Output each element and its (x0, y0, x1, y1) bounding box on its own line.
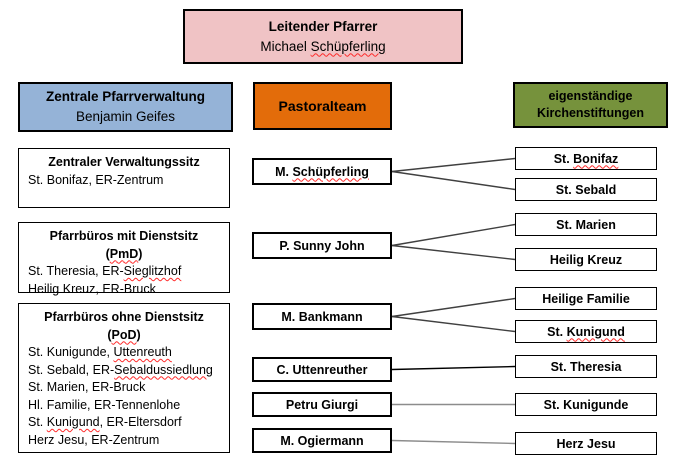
team-member-name: C. Uttenreuther (276, 362, 368, 377)
admin-name: Benjamin Geifes (75, 109, 176, 124)
team-member-box (252, 232, 392, 259)
foundation-box (515, 393, 657, 416)
team-member-name: Petru Giurgi (285, 397, 359, 412)
admin-section (18, 303, 230, 453)
section-line: St. Kunigund, ER-Eltersdorf (28, 415, 182, 429)
foundation-name: Herz Jesu (556, 436, 616, 451)
foundation-name: St. Theresia (550, 359, 622, 374)
foundation-name: St. Kunigunde (543, 397, 629, 412)
foundation-name: St. Bonifaz (553, 151, 619, 166)
section-line: St. Theresia, ER-Sieglitzhof (28, 264, 182, 278)
admin-title: Zentrale Pfarrverwaltung (45, 89, 206, 104)
team-member-box (252, 303, 392, 330)
foundation-name: Heilig Kreuz (549, 252, 623, 267)
team-member-box (252, 357, 392, 382)
section-line: Heilig Kreuz, ER-Bruck (28, 281, 156, 296)
connector-line (392, 172, 515, 190)
section-title-line: (PoD) (107, 327, 141, 342)
team-member-name: M. Schüpferling (275, 164, 369, 179)
connector-line (392, 225, 515, 246)
foundation-box (515, 213, 657, 236)
connector-line (392, 246, 515, 260)
admin-section (18, 148, 230, 208)
foundation-box (515, 147, 657, 170)
team-member-box (252, 428, 392, 453)
foundation-box (515, 355, 657, 378)
foundation-box (515, 320, 657, 343)
team-member-name: M. Bankmann (281, 309, 363, 324)
foundation-name: St. Kunigund (547, 324, 625, 339)
leader-name: Michael Schüpferling (260, 38, 386, 54)
leader-title: Leitender Pfarrer (268, 18, 378, 34)
foundation-name: Heilige Familie (542, 291, 630, 306)
connector-line (392, 367, 515, 370)
admin-section (18, 222, 230, 296)
foundation-name: St. Sebald (555, 182, 617, 197)
foundation-box (515, 287, 657, 310)
pastoral-team-header (253, 82, 392, 130)
section-line: Hl. Familie, ER-Tennenlohe (28, 397, 181, 412)
section-line: St. Sebald, ER-Sebaldussiedlung (28, 362, 213, 377)
admin-header-box (18, 82, 233, 132)
pastoral-team-label: Pastoralteam (278, 98, 367, 114)
team-member-box (252, 158, 392, 185)
section-title-line: Pfarrbüros ohne Dienstsitz (44, 310, 204, 324)
connector-line (392, 159, 515, 172)
foundation-box (515, 178, 657, 201)
team-member-box (252, 392, 392, 417)
leader-box (183, 9, 463, 64)
section-line: St. Marien, ER-Bruck (28, 380, 146, 394)
foundations-label: eigenständige Kirchenstiftungen (537, 89, 644, 120)
connector-line (392, 441, 515, 444)
section-title-line: Zentraler Verwaltungssitz (48, 155, 200, 169)
section-line: Herz Jesu, ER-Zentrum (28, 432, 160, 447)
foundation-name: St. Marien (556, 217, 616, 232)
section-line: St. Kunigunde, Uttenreuth (28, 345, 172, 359)
connector-line (392, 317, 515, 332)
section-title-line: Pfarrbüros mit Dienstsitz (49, 229, 199, 243)
foundation-box (515, 248, 657, 271)
team-member-name: P. Sunny John (279, 238, 365, 253)
connector-line (392, 299, 515, 317)
section-line: St. Bonifaz, ER-Zentrum (28, 172, 164, 187)
team-member-name: M. Ogiermann (280, 433, 364, 448)
foundation-box (515, 432, 657, 455)
foundations-header (513, 82, 668, 128)
section-title-line: (PmD) (105, 246, 143, 261)
